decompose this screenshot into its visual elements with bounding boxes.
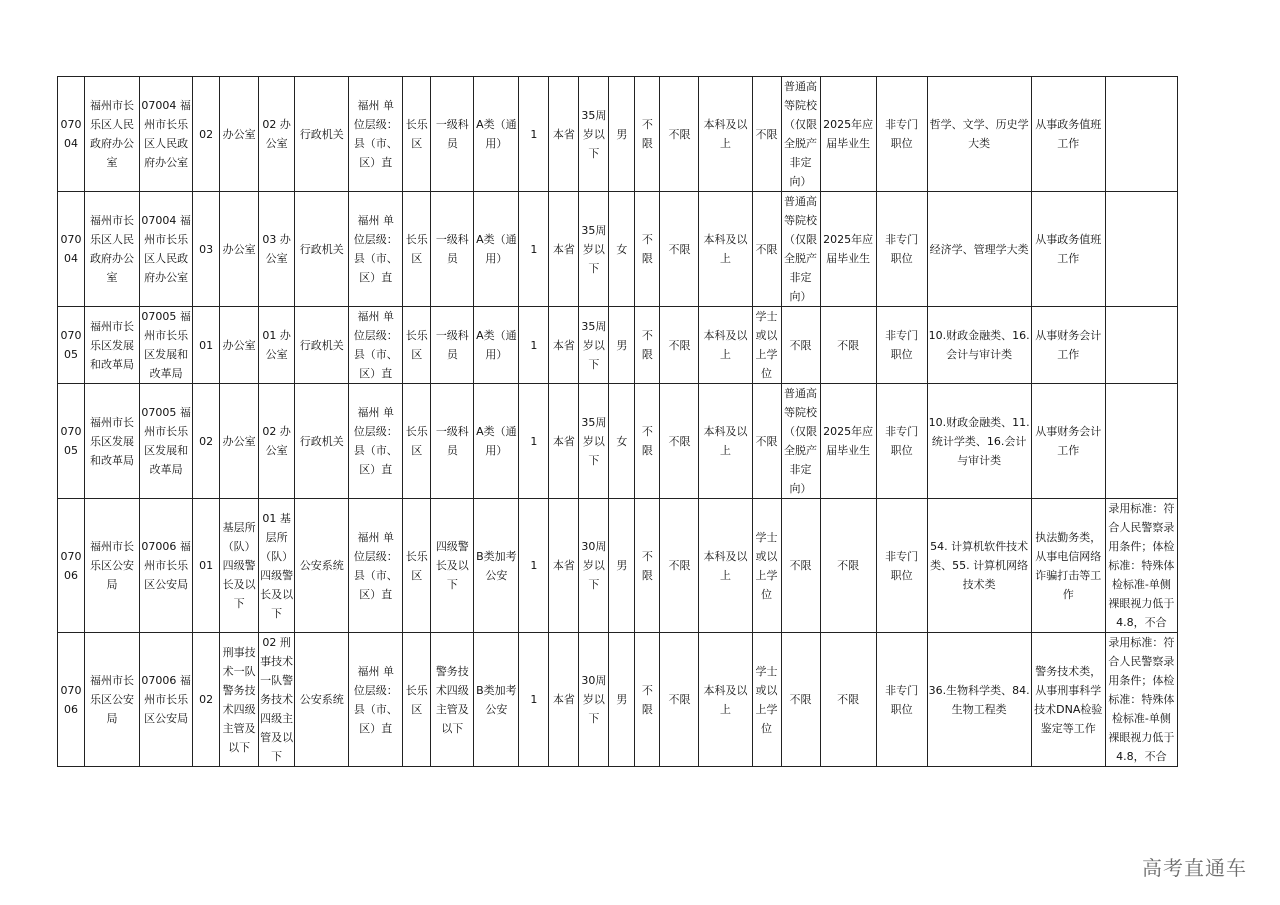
table-row: [58, 307, 1178, 384]
table-row: [58, 499, 1178, 633]
household-requirement: 本省: [549, 77, 579, 192]
remarks: [1105, 384, 1177, 499]
position-full-name: 01 办 公室: [259, 307, 295, 384]
unit-level: 福州 单 位层级： 县（市、 区）直: [349, 633, 403, 767]
major-requirement: 哲学、文学、历史学 大类: [927, 77, 1031, 192]
special-position: 非专门 职位: [876, 633, 927, 767]
position-code: 070 05: [58, 307, 85, 384]
job-duty: 警务技术类， 从事刑事科学 技术DNA检验 鉴定等工作: [1031, 633, 1105, 767]
political-status: 不限: [660, 384, 699, 499]
special-position: 非专门 职位: [876, 77, 927, 192]
major-requirement: 36.生物科学类、84. 生物工程类: [927, 633, 1031, 767]
hiring-count: 1: [519, 77, 549, 192]
department-name: 福州市长 乐区公安 局: [85, 633, 140, 767]
gender-requirement: 女: [609, 384, 635, 499]
education-requirement: 本科及以 上: [699, 307, 752, 384]
position-code: 070 04: [58, 77, 85, 192]
position-name: 基层所 （队） 四级警 长及以 下: [220, 499, 259, 633]
age-requirement: 35周 岁以 下: [579, 77, 609, 192]
remarks: [1105, 192, 1177, 307]
unit-code-name: 07004 福 州市长乐 区人民政 府办公室: [140, 77, 193, 192]
organization-type: 公安系统: [295, 499, 349, 633]
gender-requirement: 男: [609, 633, 635, 767]
major-requirement: 54. 计算机软件技术 类、55. 计算机网络 技术类: [927, 499, 1031, 633]
household-requirement: 本省: [549, 192, 579, 307]
job-duty: 从事政务值班 工作: [1031, 192, 1105, 307]
position-name: 刑事技 术一队 警务技 术四级 主管及 以下: [220, 633, 259, 767]
position-code: 070 06: [58, 633, 85, 767]
gender-requirement: 女: [609, 192, 635, 307]
special-position: 非专门 职位: [876, 307, 927, 384]
job-duty: 执法勤务类， 从事电信网络 诈骗打击等工 作: [1031, 499, 1105, 633]
position-code: 070 06: [58, 499, 85, 633]
watermark-text: 高考直通车: [1142, 856, 1247, 880]
job-duty: 从事政务值班 工作: [1031, 77, 1105, 192]
exam-category: A类（通 用）: [474, 192, 519, 307]
unit-code-name: 07005 福 州市长乐 区发展和 改革局: [140, 307, 193, 384]
special-position: 非专门 职位: [876, 499, 927, 633]
age-requirement: 35周 岁以 下: [579, 307, 609, 384]
position-full-name: 02 办 公室: [259, 384, 295, 499]
position-number: 02: [193, 633, 220, 767]
position-code: 070 04: [58, 192, 85, 307]
organization-type: 行政机关: [295, 384, 349, 499]
school-requirement: 普通高 等院校 （仅限 全脱产 非定 向）: [781, 77, 820, 192]
department-name: 福州市长 乐区人民 政府办公 室: [85, 77, 140, 192]
unit-level: 福州 单 位层级： 县（市、 区）直: [349, 384, 403, 499]
special-position: 非专门 职位: [876, 192, 927, 307]
table-row: [58, 77, 1178, 192]
position-number: 02: [193, 77, 220, 192]
degree-requirement: 不限: [752, 384, 781, 499]
political-status: 不限: [660, 499, 699, 633]
position-full-name: 01 基 层所 （队） 四级警 长及以 下: [259, 499, 295, 633]
degree-requirement: 学士 或以 上学 位: [752, 499, 781, 633]
remarks: 录用标准：符 合人民警察录 用条件；体检 标准：特殊体 检标准-单侧 裸眼视力低于 4.8，不合: [1105, 633, 1177, 767]
unit-code-name: 07006 福 州市长乐 区公安局: [140, 633, 193, 767]
position-number: 02: [193, 384, 220, 499]
job-rank: 一级科 员: [431, 384, 474, 499]
school-requirement: 不限: [781, 307, 820, 384]
gender-requirement: 男: [609, 77, 635, 192]
organization-type: 行政机关: [295, 77, 349, 192]
ethnicity-requirement: 不 限: [635, 307, 660, 384]
job-rank: 一级科 员: [431, 77, 474, 192]
hiring-count: 1: [519, 384, 549, 499]
organization-type: 公安系统: [295, 633, 349, 767]
job-rank: 警务技 术四级 主管及 以下: [431, 633, 474, 767]
position-full-name: 03 办 公室: [259, 192, 295, 307]
major-requirement: 10.财政金融类、16. 会计与审计类: [927, 307, 1031, 384]
age-requirement: 30周 岁以 下: [579, 633, 609, 767]
age-requirement: 35周 岁以 下: [579, 192, 609, 307]
work-area: 长乐 区: [403, 192, 431, 307]
major-requirement: 经济学、管理学大类: [927, 192, 1031, 307]
exam-category: B类加考 公安: [474, 499, 519, 633]
exam-category: B类加考 公安: [474, 633, 519, 767]
ethnicity-requirement: 不 限: [635, 77, 660, 192]
special-position: 非专门 职位: [876, 384, 927, 499]
political-status: 不限: [660, 307, 699, 384]
hiring-count: 1: [519, 192, 549, 307]
organization-type: 行政机关: [295, 307, 349, 384]
position-name: 办公室: [220, 77, 259, 192]
position-name: 办公室: [220, 384, 259, 499]
remarks: [1105, 307, 1177, 384]
gender-requirement: 男: [609, 307, 635, 384]
hiring-count: 1: [519, 633, 549, 767]
table-row: [58, 384, 1178, 499]
position-number: 01: [193, 307, 220, 384]
degree-requirement: 学士 或以 上学 位: [752, 307, 781, 384]
graduate-status: 不限: [820, 633, 876, 767]
school-requirement: 不限: [781, 499, 820, 633]
graduate-status: 不限: [820, 307, 876, 384]
unit-level: 福州 单 位层级： 县（市、 区）直: [349, 77, 403, 192]
education-requirement: 本科及以 上: [699, 499, 752, 633]
department-name: 福州市长 乐区发展 和改革局: [85, 307, 140, 384]
work-area: 长乐 区: [403, 499, 431, 633]
education-requirement: 本科及以 上: [699, 633, 752, 767]
ethnicity-requirement: 不 限: [635, 633, 660, 767]
unit-code-name: 07006 福 州市长乐 区公安局: [140, 499, 193, 633]
graduate-status: 2025年应 届毕业生: [820, 77, 876, 192]
household-requirement: 本省: [549, 499, 579, 633]
age-requirement: 35周 岁以 下: [579, 384, 609, 499]
department-name: 福州市长 乐区人民 政府办公 室: [85, 192, 140, 307]
ethnicity-requirement: 不 限: [635, 499, 660, 633]
school-requirement: 普通高 等院校 （仅限 全脱产 非定 向）: [781, 192, 820, 307]
household-requirement: 本省: [549, 633, 579, 767]
unit-code-name: 07005 福 州市长乐 区发展和 改革局: [140, 384, 193, 499]
household-requirement: 本省: [549, 384, 579, 499]
position-number: 01: [193, 499, 220, 633]
remarks: [1105, 77, 1177, 192]
position-full-name: 02 刑 事技术 一队警 务技术 四级主 管及以 下: [259, 633, 295, 767]
exam-category: A类（通 用）: [474, 77, 519, 192]
work-area: 长乐 区: [403, 307, 431, 384]
political-status: 不限: [660, 633, 699, 767]
household-requirement: 本省: [549, 307, 579, 384]
school-requirement: 普通高 等院校 （仅限 全脱产 非定 向）: [781, 384, 820, 499]
unit-level: 福州 单 位层级： 县（市、 区）直: [349, 307, 403, 384]
education-requirement: 本科及以 上: [699, 77, 752, 192]
exam-category: A类（通 用）: [474, 384, 519, 499]
job-rank: 四级警 长及以 下: [431, 499, 474, 633]
organization-type: 行政机关: [295, 192, 349, 307]
education-requirement: 本科及以 上: [699, 384, 752, 499]
degree-requirement: 学士 或以 上学 位: [752, 633, 781, 767]
job-duty: 从事财务会计 工作: [1031, 384, 1105, 499]
hiring-count: 1: [519, 307, 549, 384]
ethnicity-requirement: 不 限: [635, 192, 660, 307]
hiring-count: 1: [519, 499, 549, 633]
job-rank: 一级科 员: [431, 192, 474, 307]
graduate-status: 2025年应 届毕业生: [820, 192, 876, 307]
table-row: [58, 633, 1178, 767]
work-area: 长乐 区: [403, 384, 431, 499]
school-requirement: 不限: [781, 633, 820, 767]
political-status: 不限: [660, 77, 699, 192]
position-number: 03: [193, 192, 220, 307]
unit-level: 福州 单 位层级： 县（市、 区）直: [349, 192, 403, 307]
exam-category: A类（通 用）: [474, 307, 519, 384]
work-area: 长乐 区: [403, 77, 431, 192]
table-body: [58, 77, 1178, 767]
ethnicity-requirement: 不 限: [635, 384, 660, 499]
age-requirement: 30周 岁以 下: [579, 499, 609, 633]
education-requirement: 本科及以 上: [699, 192, 752, 307]
position-name: 办公室: [220, 192, 259, 307]
department-name: 福州市长 乐区公安 局: [85, 499, 140, 633]
graduate-status: 不限: [820, 499, 876, 633]
degree-requirement: 不限: [752, 77, 781, 192]
job-duty: 从事财务会计 工作: [1031, 307, 1105, 384]
position-code: 070 05: [58, 384, 85, 499]
position-name: 办公室: [220, 307, 259, 384]
remarks: 录用标准：符 合人民警察录 用条件；体检 标准：特殊体 检标准-单侧 裸眼视力低于 4.8，不合: [1105, 499, 1177, 633]
recruitment-table: [57, 76, 1178, 767]
unit-level: 福州 单 位层级： 县（市、 区）直: [349, 499, 403, 633]
graduate-status: 2025年应 届毕业生: [820, 384, 876, 499]
work-area: 长乐区: [403, 633, 431, 767]
department-name: 福州市长 乐区发展 和改革局: [85, 384, 140, 499]
gender-requirement: 男: [609, 499, 635, 633]
degree-requirement: 不限: [752, 192, 781, 307]
unit-code-name: 07004 福 州市长乐 区人民政 府办公室: [140, 192, 193, 307]
political-status: 不限: [660, 192, 699, 307]
position-full-name: 02 办 公室: [259, 77, 295, 192]
table-row: [58, 192, 1178, 307]
job-rank: 一级科 员: [431, 307, 474, 384]
major-requirement: 10.财政金融类、11. 统计学类、16.会计 与审计类: [927, 384, 1031, 499]
